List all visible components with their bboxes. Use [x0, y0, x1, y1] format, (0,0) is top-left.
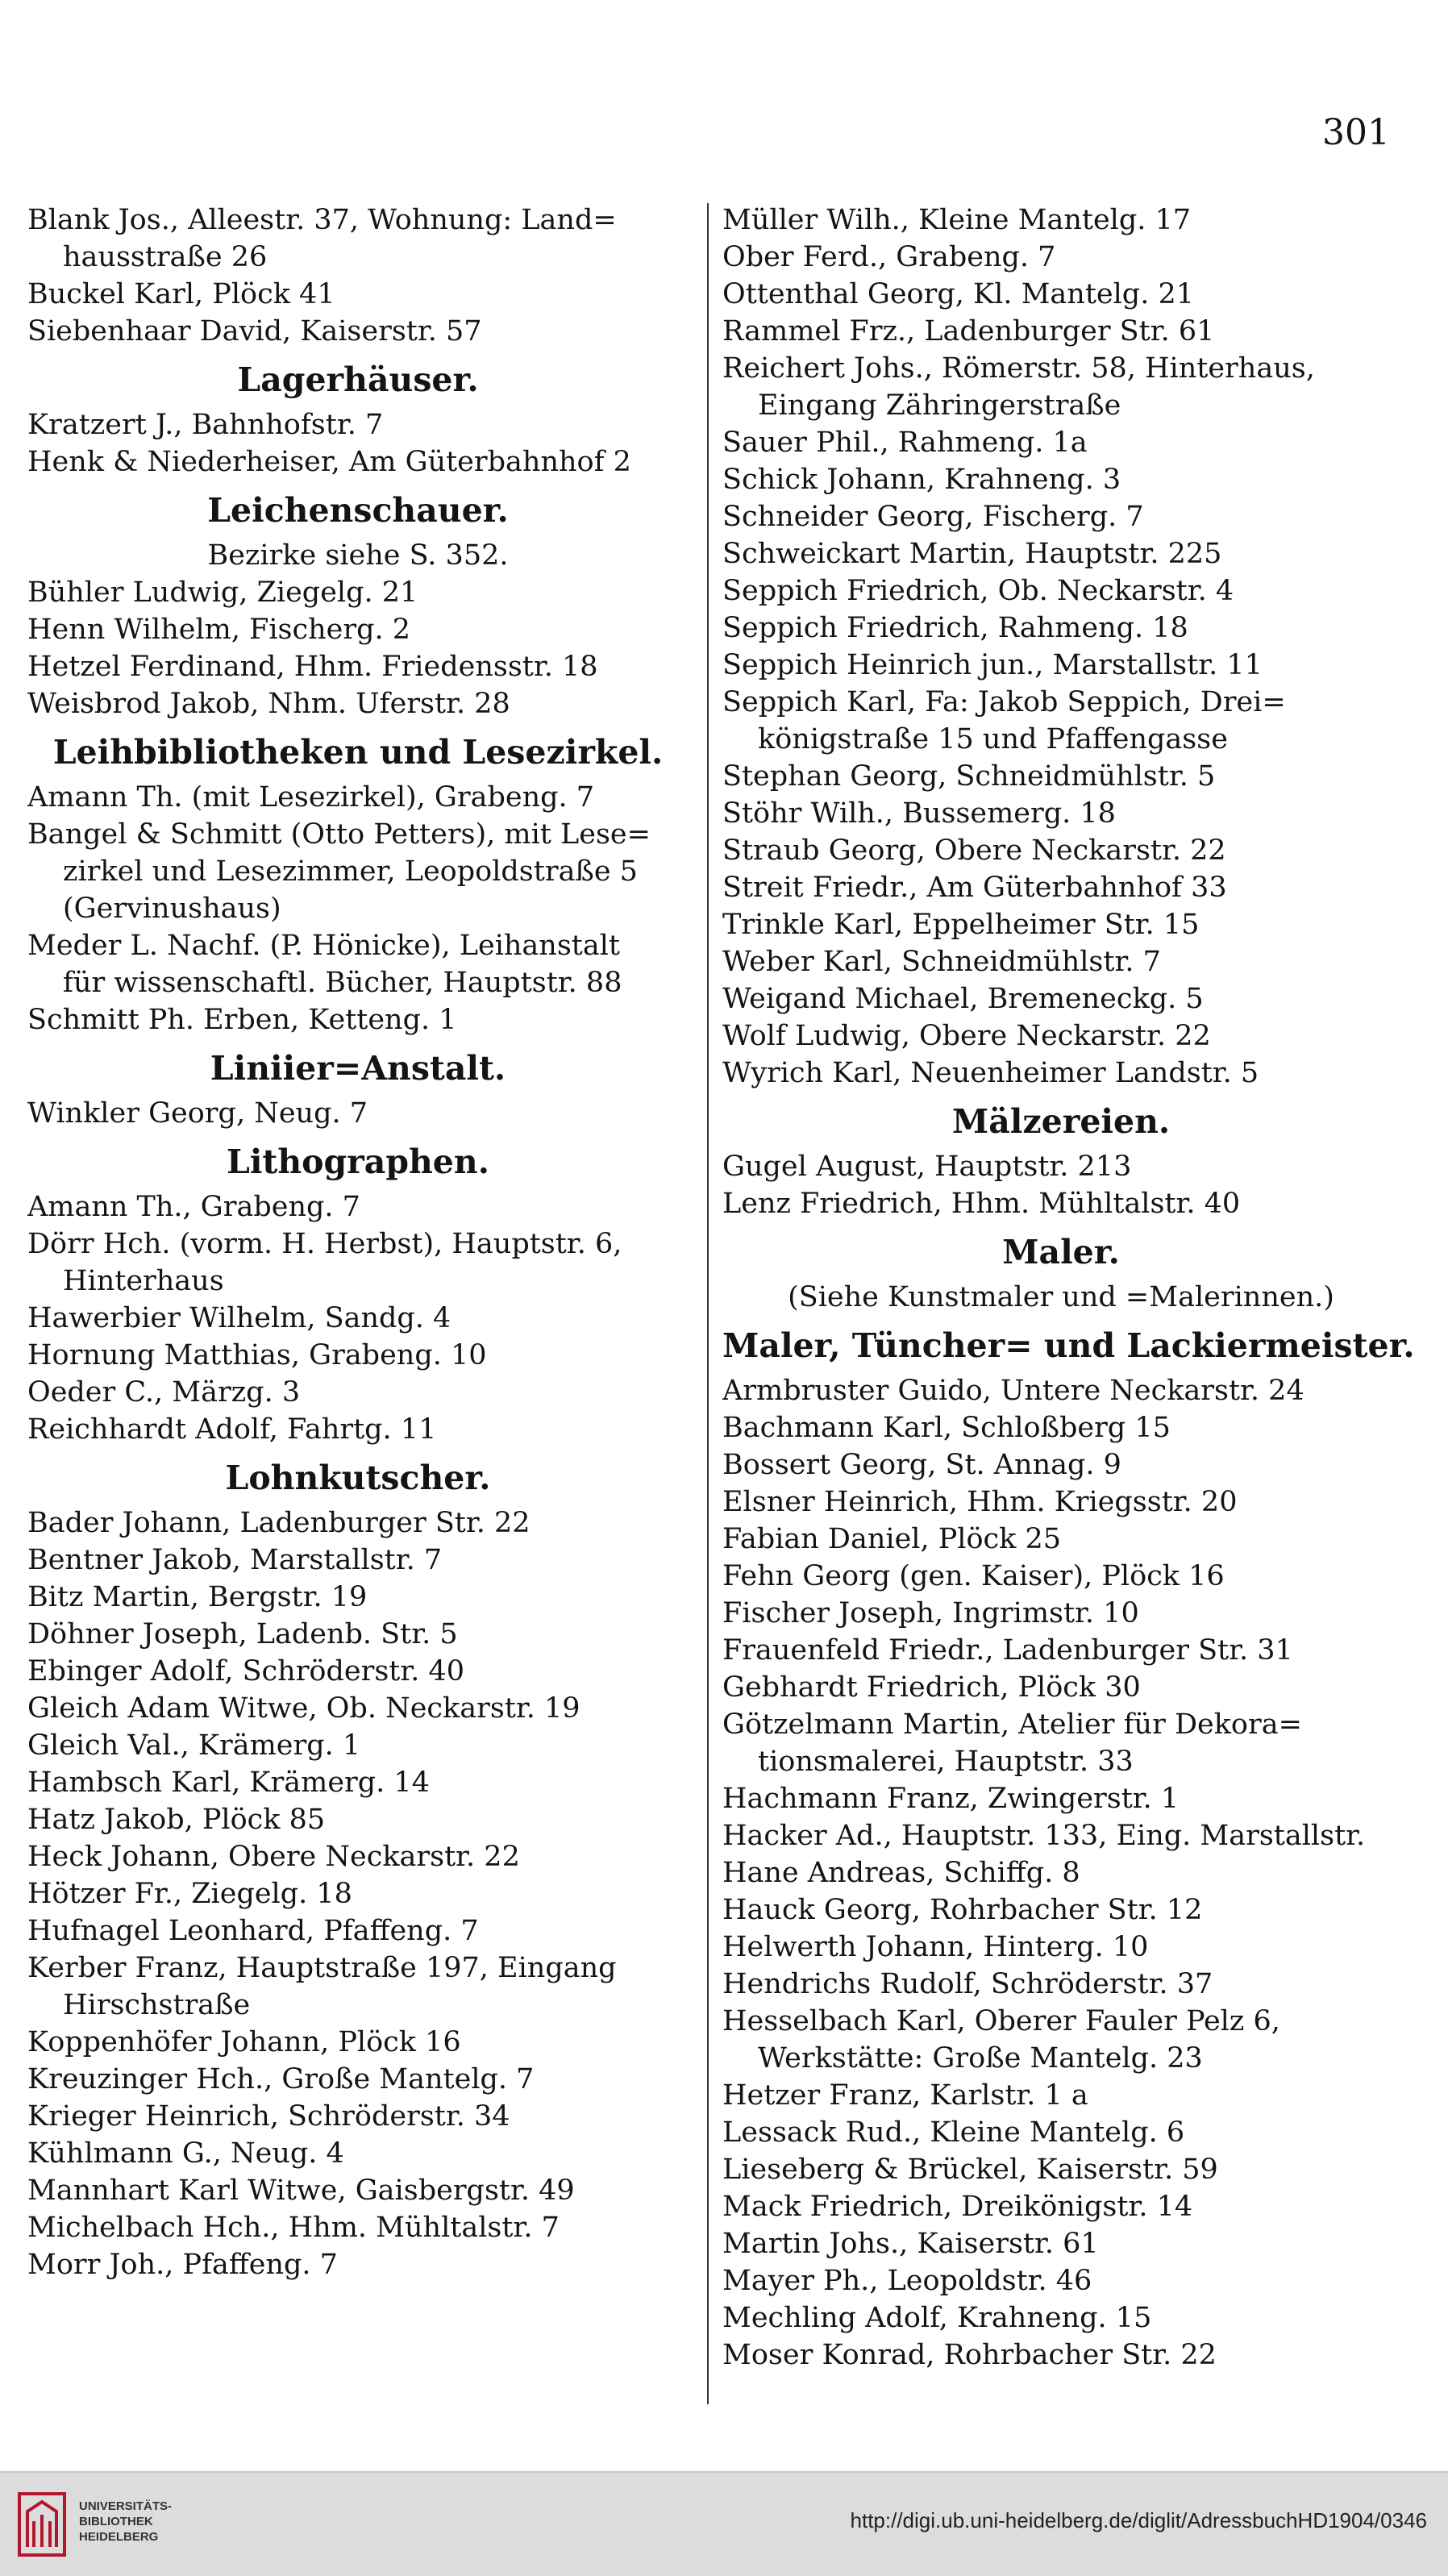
entry-continuation: für wissenschaftl. Bücher, Hauptstr. 88 — [63, 967, 622, 999]
directory-entry: Hawerbier Wilhelm, Sandg. 4 — [27, 1302, 451, 1334]
source-url-link[interactable]: http://digi.ub.uni-heidelberg.de/diglit/AdressbuchHD1904/0346 — [850, 2508, 1427, 2532]
directory-entry: Hesselbach Karl, Oberer Fauler Pelz 6, — [722, 2005, 1280, 2037]
entry-continuation: (Gervinushaus) — [63, 893, 281, 925]
directory-entry: Koppenhöfer Johann, Plöck 16 — [27, 2026, 461, 2058]
directory-entry: Fehn Georg (gen. Kaiser), Plöck 16 — [722, 1560, 1225, 1592]
directory-entry: Ottenthal Georg, Kl. Mantelg. 21 — [722, 278, 1195, 310]
directory-entry: Fabian Daniel, Plöck 25 — [722, 1523, 1062, 1555]
entry-continuation: Hinterhaus — [63, 1265, 224, 1297]
directory-entry: Frauenfeld Friedr., Ladenburger Str. 31 — [722, 1634, 1293, 1667]
directory-entry: Bachmann Karl, Schloßberg 15 — [722, 1412, 1171, 1444]
directory-entry: Gleich Val., Krämerg. 1 — [27, 1729, 361, 1762]
directory-entry: Kratzert J., Bahnhofstr. 7 — [27, 409, 384, 441]
directory-entry: Heck Johann, Obere Neckarstr. 22 — [27, 1841, 520, 1873]
directory-entry: Henk & Niederheiser, Am Güterbahnhof 2 — [27, 446, 631, 478]
directory-entry: Hornung Matthias, Grabeng. 10 — [27, 1339, 487, 1371]
directory-entry: Martin Johs., Kaiserstr. 61 — [722, 2228, 1099, 2260]
directory-entry: Seppich Friedrich, Ob. Neckarstr. 4 — [722, 575, 1234, 607]
directory-entry: Weigand Michael, Bremeneckg. 5 — [722, 983, 1204, 1015]
directory-entry: Ober Ferd., Grabeng. 7 — [722, 241, 1056, 273]
directory-entry: Michelbach Hch., Hhm. Mühltalstr. 7 — [27, 2212, 560, 2244]
directory-entry: Blank Jos., Alleestr. 37, Wohnung: Land= — [27, 204, 617, 236]
directory-entry: Amann Th., Grabeng. 7 — [27, 1191, 360, 1223]
section-heading: Lagerhäuser. — [237, 360, 479, 399]
directory-entry: Schmitt Ph. Erben, Ketteng. 1 — [27, 1004, 457, 1036]
left-column — [27, 202, 689, 2283]
directory-entry: Bitz Martin, Bergstr. 19 — [27, 1581, 368, 1613]
directory-entry: Amann Th. (mit Lesezirkel), Grabeng. 7 — [27, 781, 595, 814]
directory-entry: Schneider Georg, Fischerg. 7 — [722, 501, 1144, 533]
directory-entry: Rammel Frz., Ladenburger Str. 61 — [722, 315, 1215, 347]
directory-entry: Hatz Jakob, Plöck 85 — [27, 1804, 326, 1836]
directory-entry: Hacker Ad., Hauptstr. 133, Eing. Marstallstr. — [722, 1820, 1366, 1852]
directory-entry: Buckel Karl, Plöck 41 — [27, 278, 335, 310]
directory-entry: Weber Karl, Schneidmühlstr. 7 — [722, 946, 1161, 978]
directory-entry: Hetzer Franz, Karlstr. 1 a — [722, 2079, 1088, 2112]
right-column — [722, 202, 1415, 2374]
directory-entry: Ebinger Adolf, Schröderstr. 40 — [27, 1655, 465, 1688]
directory-entry: Siebenhaar David, Kaiserstr. 57 — [27, 315, 482, 347]
directory-entry: Hane Andreas, Schiffg. 8 — [722, 1857, 1080, 1889]
section-heading: Leihbibliotheken und Lesezirkel. — [52, 733, 664, 772]
directory-entry: Oeder C., Märzg. 3 — [27, 1376, 301, 1409]
directory-entry: Dörr Hch. (vorm. H. Herbst), Hauptstr. 6, — [27, 1228, 622, 1260]
directory-entry: Gebhardt Friedrich, Plöck 30 — [722, 1671, 1141, 1704]
directory-entry: Mechling Adolf, Krahneng. 15 — [722, 2302, 1152, 2334]
directory-entry: Streit Friedr., Am Güterbahnhof 33 — [722, 872, 1227, 904]
section-heading: Lithographen. — [227, 1142, 489, 1181]
entry-continuation: Hirschstraße — [63, 1989, 251, 2021]
directory-entry: Trinkle Karl, Eppelheimer Str. 15 — [722, 909, 1200, 941]
directory-entry: Döhner Joseph, Ladenb. Str. 5 — [27, 1618, 458, 1650]
directory-entry: Henn Wilhelm, Fischerg. 2 — [27, 614, 411, 646]
directory-entry: Lieseberg & Brückel, Kaiserstr. 59 — [722, 2154, 1218, 2186]
section-note: Bezirke siehe S. 352. — [207, 539, 509, 572]
directory-entry: Müller Wilh., Kleine Mantelg. 17 — [722, 204, 1192, 236]
directory-entry: Weisbrod Jakob, Nhm. Uferstr. 28 — [27, 688, 510, 720]
entry-continuation: hausstraße 26 — [63, 241, 268, 273]
directory-entry: Bentner Jakob, Marstallstr. 7 — [27, 1544, 443, 1576]
directory-entry: Stephan Georg, Schneidmühlstr. 5 — [722, 760, 1216, 793]
directory-entry: Mayer Ph., Leopoldstr. 46 — [722, 2265, 1092, 2297]
section-heading: Lohnkutscher. — [225, 1459, 491, 1497]
directory-entry: Morr Joh., Pfaffeng. 7 — [27, 2249, 338, 2281]
directory-entry: Kreuzinger Hch., Große Mantelg. 7 — [27, 2063, 535, 2095]
entry-continuation: zirkel und Lesezimmer, Leopoldstraße 5 — [63, 855, 638, 888]
directory-entry: Elsner Heinrich, Hhm. Kriegsstr. 20 — [722, 1486, 1238, 1518]
directory-entry: Bossert Georg, St. Annag. 9 — [722, 1449, 1121, 1481]
entry-continuation: tionsmalerei, Hauptstr. 33 — [758, 1746, 1134, 1778]
footer-bar — [0, 2471, 1448, 2576]
directory-entry: Hufnagel Leonhard, Pfaffeng. 7 — [27, 1915, 479, 1947]
library-logo-text: UNIVERSITÄTS- BIBLIOTHEK HEIDELBERG — [79, 2499, 173, 2544]
directory-entry: Armbruster Guido, Untere Neckarstr. 24 — [722, 1375, 1304, 1407]
section-heading: Maler, Tüncher= und Lackiermeister. — [722, 1326, 1415, 1365]
directory-entry: Gugel August, Hauptstr. 213 — [722, 1151, 1132, 1183]
directory-entry: Hauck Georg, Rohrbacher Str. 12 — [722, 1894, 1203, 1926]
directory-entry: Bader Johann, Ladenburger Str. 22 — [27, 1507, 531, 1539]
page-number: 301 — [1322, 112, 1390, 153]
directory-entry: Hambsch Karl, Krämerg. 14 — [27, 1767, 430, 1799]
directory-entry: Gleich Adam Witwe, Ob. Neckarstr. 19 — [27, 1692, 580, 1725]
directory-entry: Wyrich Karl, Neuenheimer Landstr. 5 — [722, 1057, 1259, 1089]
directory-entry: Stöhr Wilh., Bussemerg. 18 — [722, 797, 1116, 830]
directory-entry: Reichert Johs., Römerstr. 58, Hinterhaus, — [722, 352, 1315, 385]
directory-entry: Seppich Karl, Fa: Jakob Seppich, Drei= — [722, 686, 1286, 718]
directory-entry: Helwerth Johann, Hinterg. 10 — [722, 1931, 1149, 1963]
directory-entry: Moser Konrad, Rohrbacher Str. 22 — [722, 2339, 1217, 2371]
section-heading: Liniier=Anstalt. — [210, 1049, 506, 1088]
section-heading: Maler. — [1002, 1233, 1120, 1271]
column-divider — [707, 203, 709, 2404]
directory-entry: Schick Johann, Krahneng. 3 — [722, 464, 1121, 496]
directory-entry: Hendrichs Rudolf, Schröderstr. 37 — [722, 1968, 1213, 2000]
directory-entry: Hötzer Fr., Ziegelg. 18 — [27, 1878, 352, 1910]
directory-entry: Kerber Franz, Hauptstraße 197, Eingang — [27, 1952, 617, 1984]
directory-entry: Mack Friedrich, Dreikönigstr. 14 — [722, 2191, 1193, 2223]
directory-entry: Winkler Georg, Neug. 7 — [27, 1097, 368, 1130]
section-note: (Siehe Kunstmaler und =Malerinnen.) — [788, 1281, 1334, 1313]
entry-continuation: königstraße 15 und Pfaffengasse — [758, 723, 1228, 755]
directory-entry: Seppich Heinrich jun., Marstallstr. 11 — [722, 649, 1263, 681]
directory-entry: Götzelmann Martin, Atelier für Dekora= — [722, 1708, 1302, 1741]
university-library-logo-icon — [16, 2491, 68, 2558]
directory-entry: Fischer Joseph, Ingrimstr. 10 — [722, 1597, 1139, 1629]
directory-entry: Straub Georg, Obere Neckarstr. 22 — [722, 834, 1226, 867]
directory-entry: Meder L. Nachf. (P. Hönicke), Leihanstalt — [27, 930, 620, 962]
directory-entry: Hetzel Ferdinand, Hhm. Friedensstr. 18 — [27, 651, 598, 683]
directory-entry: Bühler Ludwig, Ziegelg. 21 — [27, 576, 418, 609]
directory-entry: Mannhart Karl Witwe, Gaisbergstr. 49 — [27, 2174, 575, 2207]
directory-entry: Bangel & Schmitt (Otto Petters), mit Lese= — [27, 818, 651, 851]
directory-entry: Kühlmann G., Neug. 4 — [27, 2137, 344, 2170]
directory-entry: Reichhardt Adolf, Fahrtg. 11 — [27, 1413, 437, 1446]
directory-entry: Krieger Heinrich, Schröderstr. 34 — [27, 2100, 510, 2133]
entry-continuation: Eingang Zähringerstraße — [758, 389, 1121, 422]
directory-entry: Lenz Friedrich, Hhm. Mühltalstr. 40 — [722, 1188, 1241, 1220]
directory-entry: Schweickart Martin, Hauptstr. 225 — [722, 538, 1222, 570]
directory-entry: Seppich Friedrich, Rahmeng. 18 — [722, 612, 1188, 644]
section-heading: Leichenschauer. — [207, 491, 509, 530]
directory-entry: Wolf Ludwig, Obere Neckarstr. 22 — [722, 1020, 1211, 1052]
entry-continuation: Werkstätte: Große Mantelg. 23 — [758, 2042, 1203, 2075]
directory-entry: Sauer Phil., Rahmeng. 1a — [722, 427, 1088, 459]
directory-entry: Hachmann Franz, Zwingerstr. 1 — [722, 1783, 1180, 1815]
directory-entry: Lessack Rud., Kleine Mantelg. 6 — [722, 2116, 1185, 2149]
section-heading: Mälzereien. — [951, 1102, 1171, 1141]
